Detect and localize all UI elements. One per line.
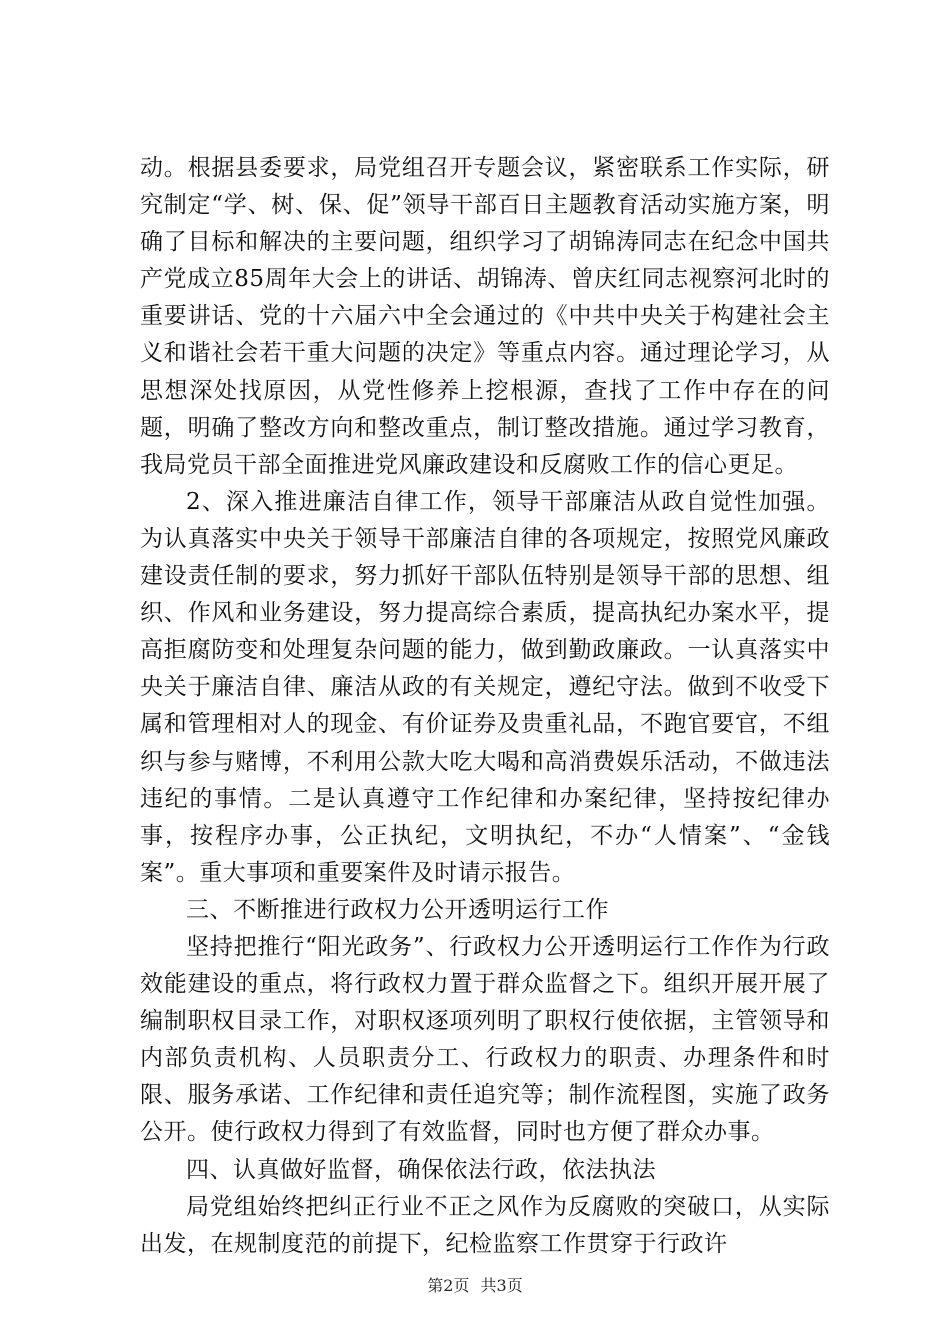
section-heading-3: 三、不断推进行政权力公开透明运行工作 [186, 896, 609, 923]
page-footer [0, 1276, 950, 1296]
page-total: 共3页 [480, 1276, 523, 1295]
document-body [140, 150, 830, 1263]
paragraph-3: 坚持把推行“阳光政务”、行政权力公开透明运行工作作为行政效能建设的重点，将行政权力置于群众监督之下。组织开展开展了编制职权目录工作，对职权逐项列明了职权行使依据，主管领导和内部负责机构、人员职责分工、行政权力的职责、办理条件和时限、服务承诺、工作纪律和责任追究等；制作流程图，实施了政务公开。使行政权力得到了有效监督，同时也方便了群众办事。 [140, 933, 830, 1146]
paragraph-1: 动。根据县委要求，局党组召开专题会议，紧密联系工作实际，研究制定“学、树、保、促”领导干部百日主题教育活动实施方案，明确了目标和解决的主要问题，组织学习了胡锦涛同志在纪念中国共产党成立85周年大会上的讲话、胡锦涛、曾庆红同志视察河北时的重要讲话、党的十六届六中全会通过的《中共中央关于构建社会主义和谐社会若干重大问题的决定》等重点内容。通过理论学习，从思想深处找原因，从党性修养上挖根源，查找了工作中存在的问题，明确了整改方向和整改重点，制订整改措施。通过学习教育，我局党员干部全面推进党风廉政建设和反腐败工作的信心更足。 [140, 155, 830, 478]
paragraph-2: 2、深入推进廉洁自律工作，领导干部廉洁从政自觉性加强。为认真落实中央关于领导干部廉洁自律的各项规定，按照党风廉政建设责任制的要求，努力抓好干部队伍特别是领导干部的思想、组织、作风和业务建设，努力提高综合素质，提高执纪办案水平，提高拒腐防变和处理复杂问题的能力，做到勤政廉政。一认真落实中央关于廉洁自律、廉洁从政的有关规定，遵纪守法。做到不收受下属和管理相对人的现金、有价证券及贵重礼品，不跑官要官，不组织与参与赌博，不利用公款大吃大喝和高消费娱乐活动，不做违法违纪的事情。二是认真遵守工作纪律和办案纪律，坚持按纪律办事，按程序办事，公正执纪，文明执纪，不办“人情案”、“金钱案”。重大事项和重要案件及时请示报告。 [140, 488, 830, 886]
section-heading-4: 四、认真做好监督，确保依法行政，依法执法 [186, 1156, 656, 1183]
paragraph-4: 局党组始终把纠正行业不正之风作为反腐败的突破口，从实际出发，在规制度范的前提下，纪检监察工作贯穿于行政许 [140, 1193, 830, 1257]
page-number: 第2页 [427, 1276, 470, 1295]
